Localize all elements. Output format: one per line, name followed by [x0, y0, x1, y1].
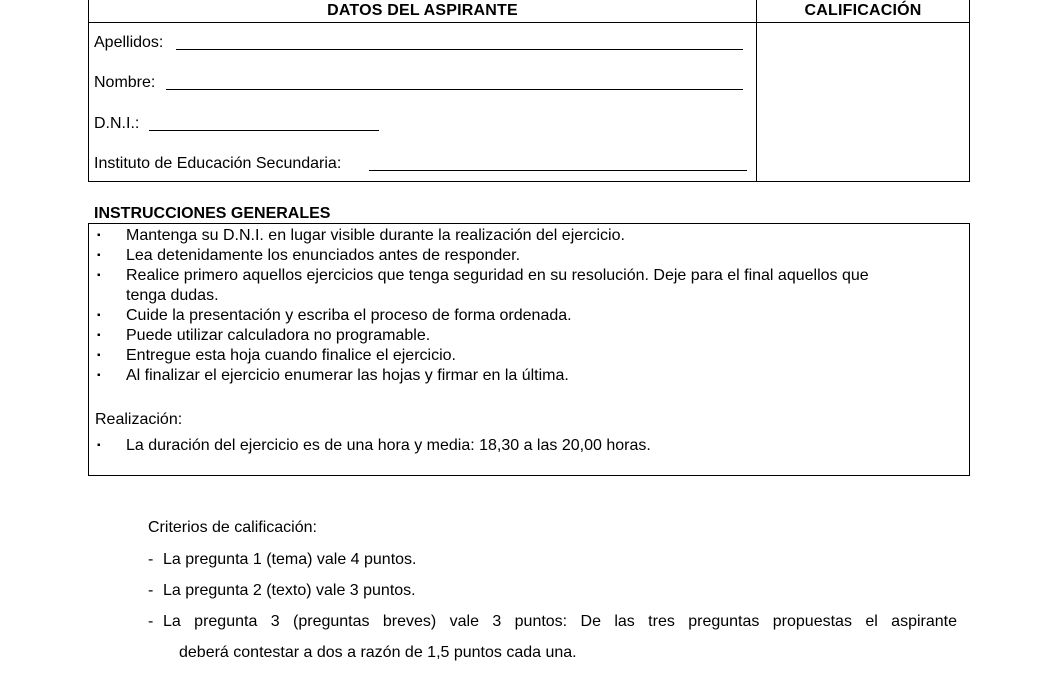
school-field[interactable]	[369, 170, 747, 171]
criteria-item: La pregunta 3 (preguntas breves) vale 3 puntos: De las tres preguntas propuestas el aspirante	[163, 613, 957, 630]
surname-label: Apellidos:	[94, 34, 164, 51]
name-label: Nombre:	[94, 74, 156, 91]
dni-field[interactable]	[149, 130, 379, 131]
instructions-title: INSTRUCCIONES GENERALES	[94, 205, 331, 222]
applicant-data-header: DATOS DEL ASPIRANTE	[89, 0, 756, 23]
school-label: Instituto de Educación Secundaria:	[94, 155, 342, 172]
criteria-item: La pregunta 1 (tema) vale 4 puntos.	[163, 551, 417, 568]
list-item-continuation: tenga dudas.	[126, 287, 219, 304]
list-item: ▪ Puede utilizar calculadora no programable.	[97, 327, 431, 344]
list-item: ▪ Al finalizar el ejercicio enumerar las hojas y firmar en la última.	[97, 367, 569, 384]
bullet-icon: ▪	[97, 370, 101, 381]
grade-box[interactable]	[757, 22, 969, 180]
applicant-data-table	[88, 0, 970, 182]
bullet-icon: ▪	[97, 330, 101, 341]
criteria-item-continuation: deberá contestar a dos a razón de 1,5 puntos cada una.	[179, 644, 577, 661]
name-field[interactable]	[166, 89, 743, 90]
list-item: ▪ Entregue esta hoja cuando finalice el ejercicio.	[97, 347, 456, 364]
bullet-icon: ▪	[97, 250, 101, 261]
bullet-icon: ▪	[97, 270, 101, 281]
bullet-icon: ▪	[97, 230, 101, 241]
list-item: ▪ Mantenga su D.N.I. en lugar visible durante la realización del ejercicio.	[97, 227, 625, 244]
criteria-item: La pregunta 2 (texto) vale 3 puntos.	[163, 582, 416, 599]
instructions-box	[88, 223, 970, 476]
criteria-item-dash: -	[148, 613, 154, 630]
list-item: ▪ La duración del ejercicio es de una hora y media: 18,30 a las 20,00 horas.	[97, 437, 651, 454]
criteria-title: Criterios de calificación:	[148, 519, 317, 536]
list-item: ▪ Realice primero aquellos ejercicios que tenga seguridad en su resolución. Deje para el final aquellos que	[97, 267, 869, 284]
list-item: ▪ Lea detenidamente los enunciados antes de responder.	[97, 247, 521, 264]
bullet-icon: ▪	[97, 440, 101, 451]
bullet-icon: ▪	[97, 350, 101, 361]
surname-field[interactable]	[176, 49, 743, 50]
dni-label: D.N.I.:	[94, 115, 140, 132]
list-item: ▪ Cuide la presentación y escriba el proceso de forma ordenada.	[97, 307, 572, 324]
grade-header: CALIFICACIÓN	[757, 0, 969, 23]
realization-label: Realización:	[95, 411, 183, 428]
bullet-icon: ▪	[97, 310, 101, 321]
criteria-item-dash: -	[148, 551, 154, 568]
criteria-item-dash: -	[148, 582, 154, 599]
instructions-list	[97, 226, 967, 386]
